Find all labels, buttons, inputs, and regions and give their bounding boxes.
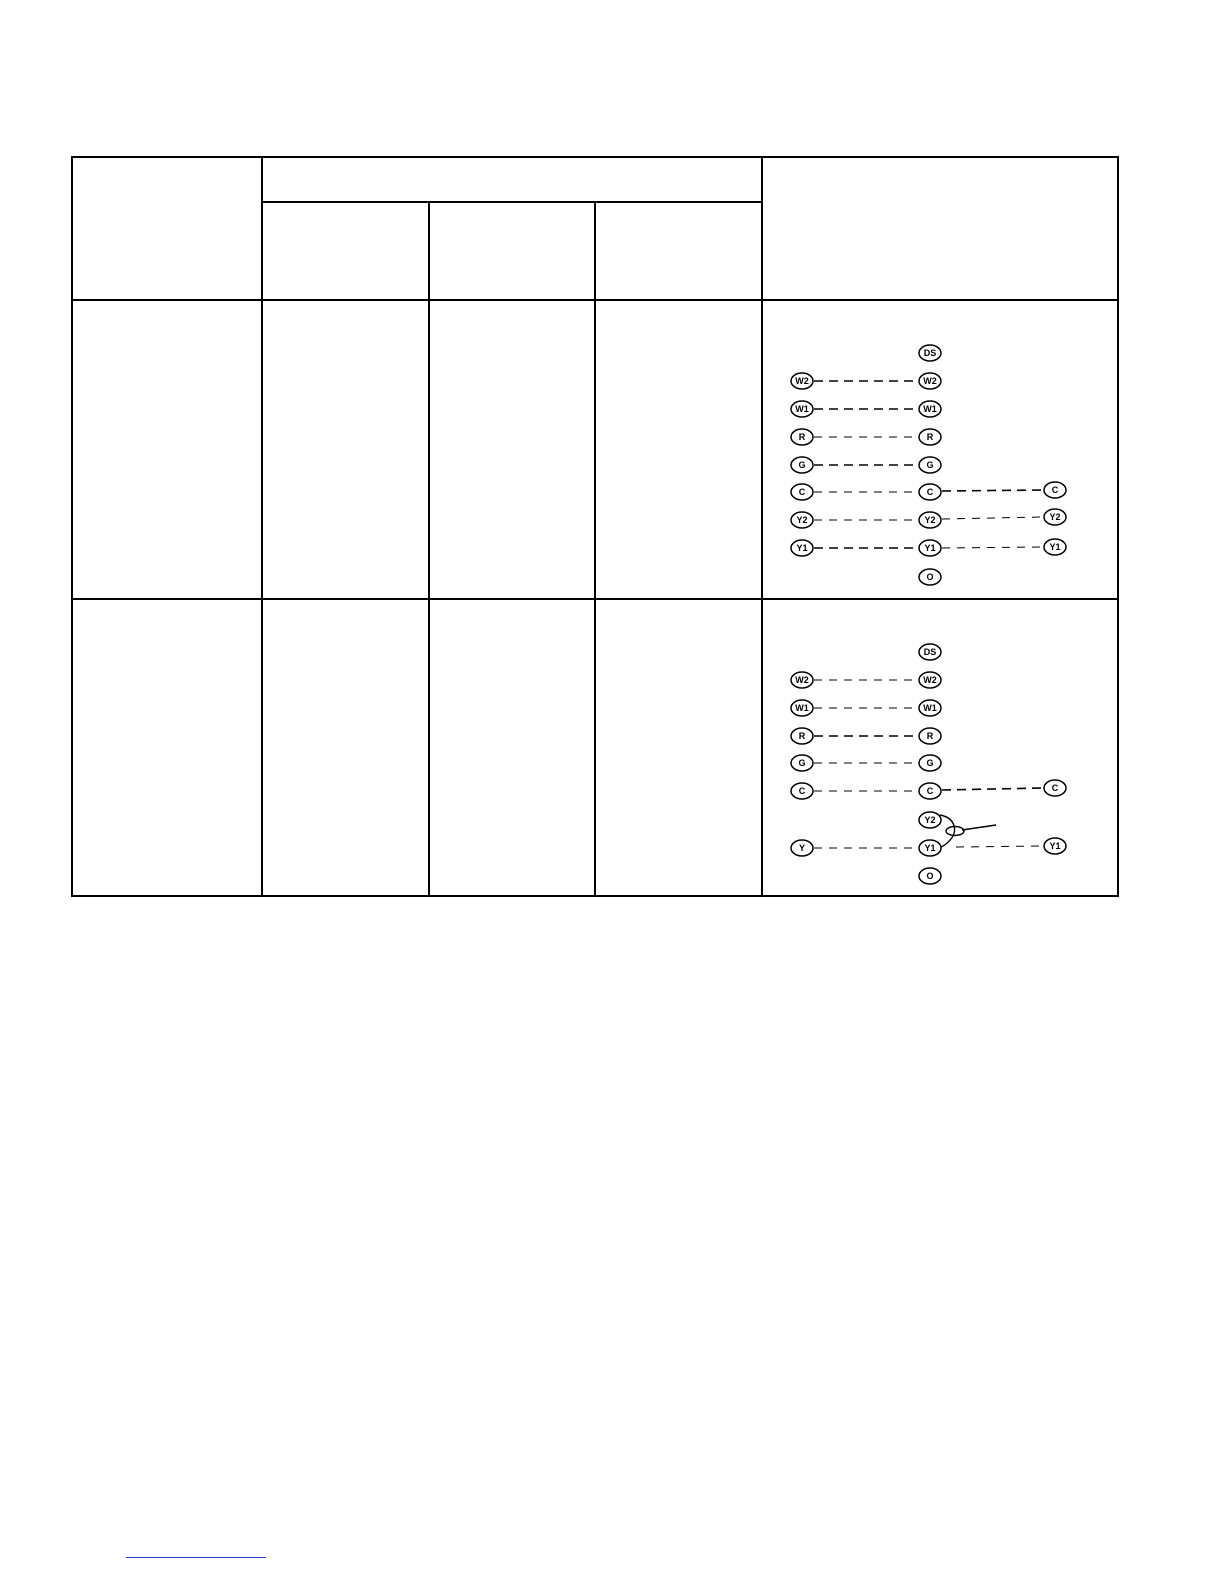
- terminal-g-left: [791, 457, 813, 473]
- terminal-c-right: [1044, 780, 1066, 796]
- terminal-ds-middle: [919, 644, 941, 660]
- terminal-label: G: [798, 460, 806, 470]
- terminal-label: W1: [923, 703, 937, 713]
- terminal-label: W2: [795, 376, 809, 386]
- terminal-r-left: [791, 429, 813, 445]
- wiring-diagram-1: [791, 345, 1066, 585]
- wire-y1-right: [942, 547, 1043, 548]
- terminal-label: Y1: [796, 543, 808, 553]
- terminal-label: W2: [923, 376, 937, 386]
- terminal-g-left: [791, 755, 813, 771]
- terminal-y2-right: [1044, 509, 1066, 525]
- terminal-label: C: [1051, 485, 1059, 495]
- terminal-label: Y2: [924, 815, 936, 825]
- terminal-o-middle: [919, 569, 941, 585]
- terminal-label: W2: [923, 675, 937, 685]
- terminal-y1-middle: [919, 540, 941, 556]
- terminal-w2-left: [791, 672, 813, 688]
- terminal-label: C: [1051, 783, 1059, 793]
- terminal-g-middle: [919, 755, 941, 771]
- terminal-c-middle: [919, 484, 941, 500]
- terminal-label: DS: [923, 348, 937, 358]
- leader-line: [962, 825, 996, 830]
- terminal-label: R: [926, 731, 934, 741]
- terminal-y2-left: [791, 512, 813, 528]
- terminal-label: O: [926, 572, 934, 582]
- terminal-y1-left: [791, 540, 813, 556]
- terminal-c-left: [791, 783, 813, 799]
- terminal-w1-middle: [919, 700, 941, 716]
- terminal-label: W1: [795, 404, 809, 414]
- terminal-w2-middle: [919, 373, 941, 389]
- terminal-y1-middle: [919, 840, 941, 856]
- terminal-ds-middle: [919, 345, 941, 361]
- terminal-label: Y2: [924, 515, 936, 525]
- terminal-label: Y: [798, 843, 806, 853]
- wiring-diagram-2: [791, 644, 1066, 884]
- wire-c-right: [942, 490, 1044, 491]
- terminal-w2-middle: [919, 672, 941, 688]
- terminal-label: Y1: [924, 843, 936, 853]
- terminal-label: Y1: [1049, 841, 1061, 851]
- terminal-y1-right: [1044, 539, 1066, 555]
- terminal-label: Y1: [924, 543, 936, 553]
- terminal-c-right: [1044, 482, 1066, 498]
- terminal-label: O: [926, 871, 934, 881]
- terminal-y2-middle: [919, 812, 941, 828]
- terminal-label: Y1: [1049, 542, 1061, 552]
- terminal-label: G: [798, 758, 806, 768]
- terminal-label: C: [926, 786, 934, 796]
- terminal-label: W1: [795, 703, 809, 713]
- terminal-label: G: [926, 758, 934, 768]
- terminal-label: R: [798, 731, 806, 741]
- terminal-r-middle: [919, 429, 941, 445]
- terminal-r-left: [791, 728, 813, 744]
- terminal-w1-left: [791, 401, 813, 417]
- wire-c-right: [942, 788, 1044, 790]
- terminal-r-middle: [919, 728, 941, 744]
- terminal-w1-left: [791, 700, 813, 716]
- wire-y1-right: [956, 846, 1043, 847]
- terminal-label: C: [798, 487, 806, 497]
- terminal-label: W1: [923, 404, 937, 414]
- terminal-label: Y2: [1049, 512, 1061, 522]
- terminal-label: C: [926, 487, 934, 497]
- terminal-o-middle: [919, 868, 941, 884]
- terminal-c-left: [791, 484, 813, 500]
- table-grid: [72, 157, 1118, 896]
- terminal-label: DS: [923, 647, 937, 657]
- terminal-label: R: [926, 432, 934, 442]
- terminal-g-middle: [919, 457, 941, 473]
- terminal-y1-right: [1044, 838, 1066, 854]
- terminal-label: Y2: [796, 515, 808, 525]
- terminal-c-middle: [919, 783, 941, 799]
- terminal-w2-left: [791, 373, 813, 389]
- terminal-label: W2: [795, 675, 809, 685]
- terminal-w1-middle: [919, 401, 941, 417]
- terminal-y2-middle: [919, 512, 941, 528]
- jumper-wire: [940, 815, 955, 847]
- wire-y2-right: [942, 517, 1043, 519]
- footer-rule: [126, 1557, 266, 1558]
- terminal-label: R: [798, 432, 806, 442]
- terminal-label: G: [926, 460, 934, 470]
- terminal-y-left: [791, 840, 813, 856]
- terminal-label: C: [798, 786, 806, 796]
